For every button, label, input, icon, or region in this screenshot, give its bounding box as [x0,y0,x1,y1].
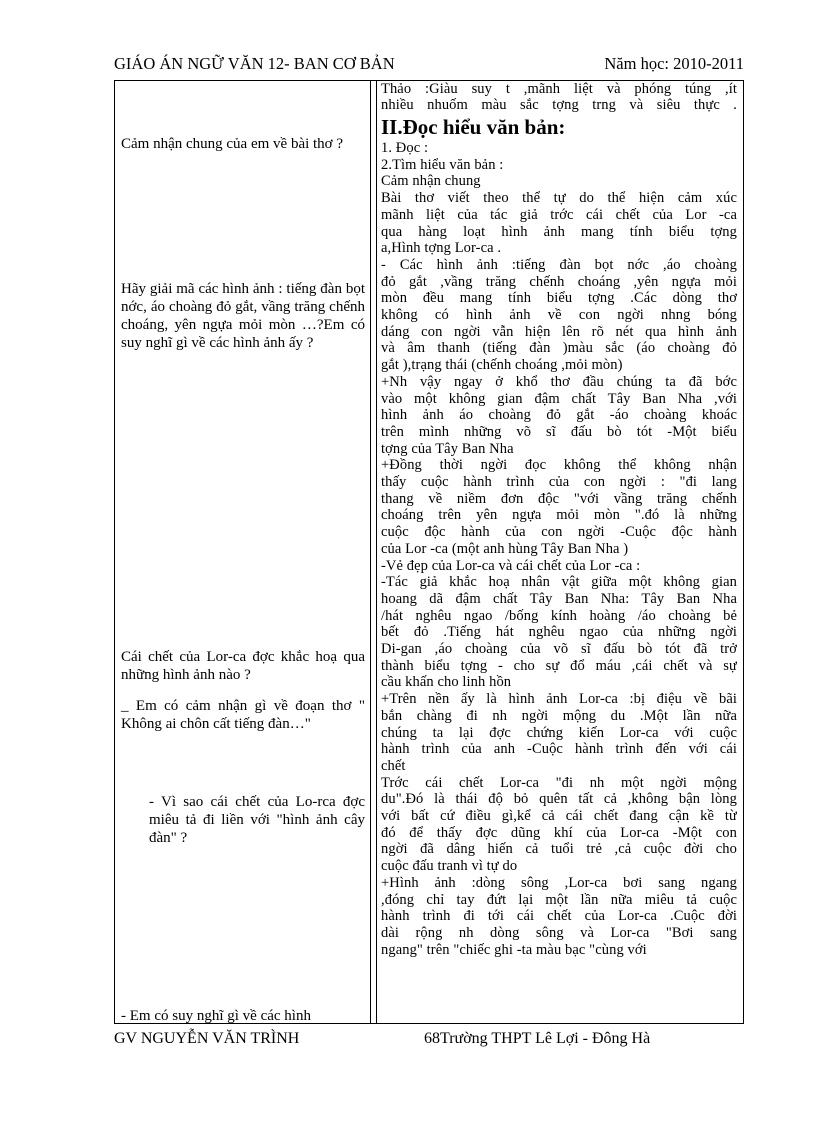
lesson-table [114,80,744,1024]
content-line: mãnh liệt của tác giả trớc cái chết của Lor -ca [381,206,737,223]
content-line: ,đóng chỉ tay đứt lại một lần nữa miêu tả cuộc [381,891,737,908]
question-guitar-image: - Vì sao cái chết của Lo-rca đợc miêu tả đi liền với "hình ảnh cây đàn" ? [149,794,365,846]
content-line: qua hàng loạt hình ảnh mang tính biểu tợng [381,223,737,240]
content-line: a,Hình tợng Lor-ca . [381,240,502,257]
content-line: +Hình ảnh :dòng sông ,Lor-ca bơi sang ngang [381,874,737,891]
content-line: nhiều nhuốm màu sắc tợng trng và siêu thực . [381,97,737,113]
content-line: của Lor -ca (một anh hùng Tây Ban Nha ) [381,540,629,557]
section-heading: II.Đọc hiểu văn bản: [381,115,566,139]
content-line: Trớc cái chết Lor-ca "đi nh một ngời mộng [381,774,737,791]
content-line: +Nh vậy ngay ở khổ thơ đầu chúng ta đã bớc [381,373,737,390]
question-death-images: Cái chết của Lor-ca đợc khắc hoạ qua những hình ảnh nào ? [121,649,365,683]
content-line: không có hình ảnh về con ngời nhng bóng [381,307,737,323]
content-line: đó để thấy đợc dũng khí của Lor-ca -Một con [381,824,737,841]
content-line: thành biểu tợng - cho sự đổ máu ,cái chết và sự [381,657,737,674]
content-line: chết [381,757,406,774]
content-line: hình ảnh áo choàng đỏ gắt -áo choàng khoác [381,407,737,424]
content-line: với bất cứ điều gì,kể cả cái chết đang cận kề từ [381,808,737,824]
content-line: ngang" trên "chiếc ghi -ta màu bạc "cùng với [381,941,647,958]
content-line: 2.Tìm hiểu văn bản : [381,156,504,173]
content-line: hoang dã đậm chất Tây Ban Nha: Tây Ban Nha [381,590,737,607]
content-line: ngời đã dâng hiến cả tuổi trẻ ,cả cuộc đời cho [381,841,737,858]
content-line: +Đồng thời ngời đọc không thể không nhận [381,457,737,474]
content-line: bắn chàng đi nh ngời mộng du .Một lần nữa [381,707,737,724]
content-line: du".Đó là thái độ bỏ quên tất cả ,không bận lòng [381,791,737,808]
content-line: choáng trên yên ngựa mỏi mòn ".đó là những [381,507,737,524]
question-thoughts: - Em có suy nghĩ gì về các hình [121,1008,311,1024]
question-general-feeling: Cảm nhận chung của em về bài thơ ? [121,136,344,152]
content-line: +Trên nền ấy là hình ảnh Lor-ca :bị điệu về bãi [381,691,737,708]
content-line: - Các hình ảnh :tiếng đàn bọt nớc ,áo choàng [381,256,737,273]
content-line: dáng con ngời vẫn hiện lên rõ nét qua hình ảnh [381,323,737,340]
content-line: vào một không gian đậm chất Tây Ban Nha ,với [381,390,737,407]
content-line: và âm thanh (tiếng đàn )màu sắc (áo choàng đỏ [381,340,737,357]
content-line: -Vẻ đẹp của Lor-ca và cái chết của Lor -ca : [381,557,641,574]
content-line: chúng ta lại đợc chứng kiến Lor-ca với cuộc [381,724,737,741]
column-divider [370,81,371,1023]
content-line: hành trình của anh -Cuộc hành trình đến với cái [381,741,737,758]
content-line: Bài thơ viết theo thể tự do thể hiện cảm xúc [381,190,737,207]
content-line: Thảo :Giàu suy t ,mãnh liệt và phóng túng ,ít [381,81,737,97]
question-stanza-feeling: _ Em có cảm nhận gì về đoạn thơ " Không ai chôn cất tiếng đàn…" [121,698,365,732]
footer-school: 68Trường THPT Lê Lợi - Đông Hà [424,1030,651,1047]
content-line: cuộc đấu tranh vì tự do [381,858,518,875]
content-line: Cảm nhận chung [381,173,481,190]
content-line: thang về niềm đơn độc "với vầng trăng chếnh [381,490,737,507]
question-image-decoding: Hãy giải mã các hình ảnh : tiếng đàn bọt nớc, áo choàng đỏ gắt, vầng trăng chếnh choáng, yên ngựa mỏi mòn …?Em có suy nghĩ gì về các hình ảnh ấy ? [121,281,365,351]
content-line: 1. Đọc : [381,140,429,156]
content-line: đỏ gắt ,vầng trăng chếnh choáng ,yên ngựa mỏi [381,273,737,290]
content-line: mòn đều mang tính biểu tợng .Các dòng thơ [381,290,737,307]
content-line: cầu khấn cho linh hồn [381,674,512,691]
page-footer [114,1030,744,1052]
content-line: hành trình đi tới cái chết của Lor-ca .Cuộc đời [381,908,737,925]
content-line: thấy cuộc hành trình của con ngời : "đi lang [381,474,737,490]
content-line: dài rộng nh dòng sông và Lor-ca "Bơi sang [381,924,737,941]
content-line: -Tác giả khắc hoạ nhân vật giữa một không gian [381,574,737,591]
column-divider-inner [376,81,377,1023]
content-line: Di-gan ,áo choàng của võ sĩ đấu bò tót đã trở [381,641,737,657]
header-school-year: Năm học: 2010-2011 [604,54,744,73]
content-line: bết đỏ .Tiếng hát nghêu ngao của những ngời [381,624,737,641]
content-line: /hát nghêu ngao /bống kính hoàng /áo choàng bẻ [381,607,737,624]
footer-teacher: GV NGUYỄN VĂN TRÌNH [114,1030,300,1047]
content-line: gắt ),trạng thái (chếnh choáng ,mỏi mòn) [381,357,623,374]
content-line: tợng của Tây Ban Nha [381,440,514,457]
page-header [114,52,744,78]
header-title: GIÁO ÁN NGỮ VĂN 12- BAN CƠ BẢN [114,54,395,73]
content-line: cuộc độc hành của con ngời -Cuộc độc hành [381,524,737,541]
content-line: trên mình những võ sĩ đấu bò tót -Một biểu [381,423,737,440]
